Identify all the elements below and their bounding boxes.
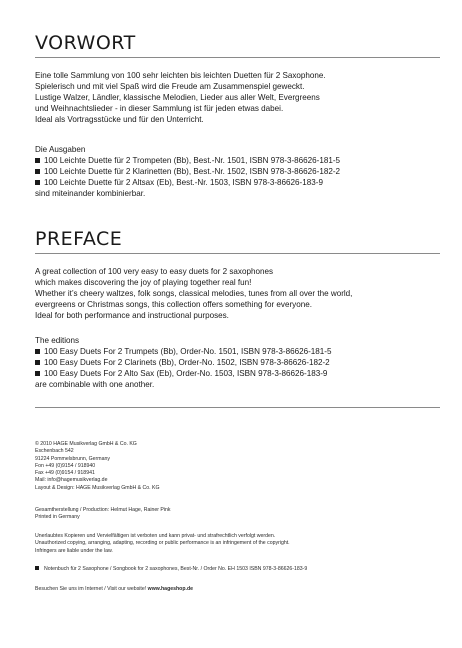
square-bullet-icon xyxy=(35,180,40,185)
songbook-line: Notenbuch für 2 Saxophone / Songbook for 2 saxophones, Best-Nr. / Order No. EH 1503 ISBN 978-3-86626-183-9 xyxy=(35,566,455,573)
edition-item: 100 Leichte Duette für 2 Trompeten (Bb), Best.-Nr. 1501, ISBN 978-3-86626-181-5 xyxy=(35,155,445,166)
imprint-line: Infringers are liable under the law. xyxy=(35,547,113,554)
vorwort-editions xyxy=(35,144,445,199)
imprint-line: Eschenbach 542 xyxy=(35,448,74,455)
imprint-production xyxy=(35,507,455,522)
imprint-line: Mail: info@hagemusikverlag.de xyxy=(35,477,108,484)
imprint-line: © 2010 HAGE Musikverlag GmbH & Co. KG xyxy=(35,441,137,447)
vorwort-paragraph xyxy=(35,70,445,125)
website-link[interactable]: www.hageshop.de xyxy=(147,586,194,592)
preface-paragraph xyxy=(35,266,445,321)
imprint-line: Fon +49 (0)9154 / 918940 xyxy=(35,462,96,469)
imprint-line: Fax +49 (0)9154 / 918941 xyxy=(35,470,95,477)
text-line: A great collection of 100 very easy to easy duets for 2 saxophones xyxy=(35,267,274,276)
vorwort-divider xyxy=(35,57,440,58)
text-line: Eine tolle Sammlung von 100 sehr leichten bis leichten Duetten für 2 Saxophone. xyxy=(35,71,326,80)
editions-title: The editions xyxy=(35,336,80,345)
square-bullet-icon xyxy=(35,349,40,354)
imprint-line: 91224 Pommelsbrunn, Germany xyxy=(35,455,110,462)
edition-item: 100 Easy Duets For 2 Trumpets (Bb), Order-No. 1501, ISBN 978-3-86626-181-5 xyxy=(35,346,445,357)
imprint-line: Unauthorized copying, arranging, adapting, recording or public performance is an infringement of the copyright. xyxy=(35,540,290,547)
square-bullet-icon xyxy=(35,169,40,174)
text-line: Ideal for both performance and instructional purposes. xyxy=(35,311,229,321)
imprint-line: Unerlaubtes Kopieren und Vervielfältigen ist verboten und kann privat- und strafrechtlich verfolgt werden. xyxy=(35,533,276,539)
imprint-line: Printed in Germany xyxy=(35,514,80,521)
square-bullet-icon xyxy=(35,566,39,570)
square-bullet-icon xyxy=(35,158,40,163)
text-line: und Weihnachtslieder - in dieser Sammlung ist für jeden etwas dabei. xyxy=(35,104,284,114)
imprint-line: Gesamtherstellung / Production: Helmut Hage, Rainer Pink xyxy=(35,507,171,513)
edition-item: 100 Leichte Duette für 2 Altsax (Eb), Best.-Nr. 1503, ISBN 978-3-86626-183-9 xyxy=(35,177,445,188)
vorwort-heading: VORWORT xyxy=(35,32,136,54)
imprint-divider xyxy=(35,407,440,408)
text-line: which makes discovering the joy of playing together real fun! xyxy=(35,278,252,288)
text-line: Whether it’s cheery waltzes, folk songs, classical melodies, tunes from all over the world, xyxy=(35,289,353,299)
imprint-legal xyxy=(35,533,455,555)
imprint-line: Layout & Design: HAGE Musikverlag GmbH & Co. KG xyxy=(35,484,160,491)
combinable-note: sind miteinander kombinierbar. xyxy=(35,189,146,199)
preface-divider xyxy=(35,253,440,254)
preface-editions xyxy=(35,335,445,390)
imprint-visit xyxy=(35,586,455,593)
text-line: evergreens or Christmas songs, this collection offers something for everyone. xyxy=(35,300,312,310)
editions-title: Die Ausgaben xyxy=(35,145,86,154)
imprint-address xyxy=(35,441,455,492)
edition-item: 100 Easy Duets For 2 Alto Sax (Eb), Order-No. 1503, ISBN 978-3-86626-183-9 xyxy=(35,368,445,379)
edition-item: 100 Easy Duets For 2 Clarinets (Bb), Order-No. 1502, ISBN 978-3-86626-182-2 xyxy=(35,357,445,368)
preface-heading: PREFACE xyxy=(35,228,123,250)
square-bullet-icon xyxy=(35,360,40,365)
text-line: Lustige Walzer, Ländler, klassische Melodien, Lieder aus aller Welt, Evergreens xyxy=(35,93,320,103)
edition-item: 100 Leichte Duette für 2 Klarinetten (Bb), Best.-Nr. 1502, ISBN 978-3-86626-182-2 xyxy=(35,166,445,177)
square-bullet-icon xyxy=(35,371,40,376)
visit-line: Besuchen Sie uns im Internet / Visit our website! www.hageshop.de xyxy=(35,586,194,592)
text-line: Ideal als Vortragsstücke und für den Unterricht. xyxy=(35,115,204,125)
combinable-note: are combinable with one another. xyxy=(35,380,155,390)
imprint-songbook xyxy=(35,566,455,573)
text-line: Spielerisch und mit viel Spaß wird die Freude am Zusammenspiel geweckt. xyxy=(35,82,305,92)
